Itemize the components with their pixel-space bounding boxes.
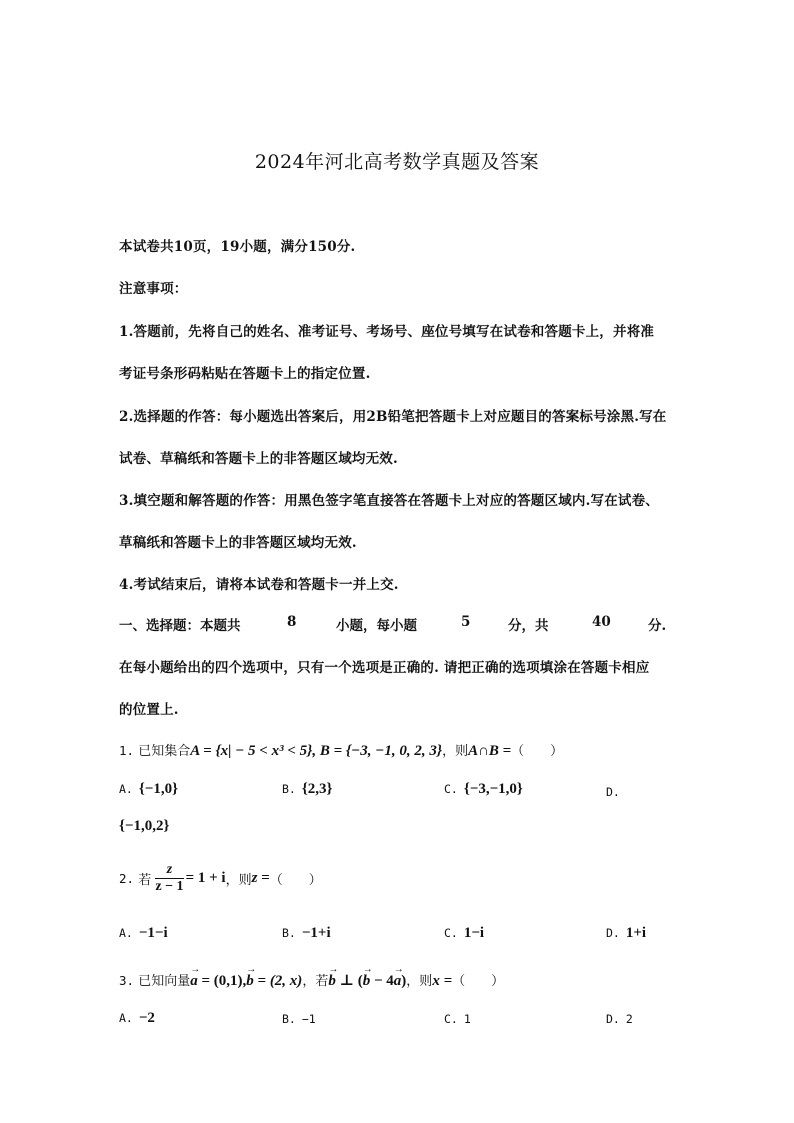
section-heading-part: 一、选择题：本题共 [119, 618, 241, 634]
option-b [282, 781, 332, 798]
vector-b: → b [328, 973, 336, 990]
option-a [119, 925, 168, 942]
option-value: {−3,−1,0} [463, 781, 523, 797]
option-a [119, 1010, 155, 1027]
points-each: 5 [461, 614, 471, 630]
vector-b: → b [246, 973, 254, 990]
option-label: B. [282, 926, 296, 940]
question-stem: 已知集合 [138, 744, 191, 759]
vector-a: → a [394, 973, 402, 990]
unknown-variable: z = [251, 870, 270, 886]
question-stem: ，若 [302, 974, 329, 989]
option-value: {−1,0} [138, 781, 178, 797]
option-value: −1 [301, 1012, 316, 1026]
fraction-numerator: z [166, 862, 173, 877]
answer-blank: （ ） [269, 873, 322, 888]
option-value: {2,3} [301, 781, 333, 797]
option-label: D. [606, 785, 620, 799]
option-value: {−1,0,2} [119, 818, 170, 834]
option-value: 1 [463, 1012, 471, 1026]
perpendicular-condition: ) [401, 973, 407, 989]
option-label: C. [444, 782, 458, 796]
note-line: 草稿纸和答题卡上的非答题区域均无效. [119, 535, 357, 551]
question-number: 3. [119, 973, 135, 988]
fraction [155, 862, 183, 895]
set-b-expression: , B = {−3, −1, 0, 2, 3} [312, 743, 443, 759]
vector-a-value: = (0,1), [197, 973, 247, 989]
answer-blank: （ ） [452, 974, 505, 989]
option-label: A. [119, 782, 133, 796]
notice-heading: 注意事项： [119, 281, 188, 297]
option-c [444, 781, 523, 798]
vector-a: → a [190, 973, 198, 990]
perpendicular-condition: ⊥ ( [335, 973, 363, 989]
option-label: B. [282, 782, 296, 796]
question-stem: ，则 [406, 974, 433, 989]
section-heading-part: 小题，每小题 [336, 618, 417, 634]
section-description: 的位置上. [119, 702, 179, 718]
option-label: C. [444, 926, 458, 940]
option-d [606, 1012, 633, 1026]
note-line: 2.选择题的作答：每小题选出答案后，用2B铅笔把答题卡上对应题目的答案标号涂黑.写在 [119, 409, 667, 425]
note-line: 3.填空题和解答题的作答：用黑色签字笔直接答在答题卡上对应的答题区域内.写在试卷、 [119, 493, 659, 509]
option-c [444, 925, 484, 942]
option-label: A. [119, 1011, 133, 1025]
option-c [444, 1012, 471, 1026]
option-d-value [119, 818, 169, 835]
option-value: 1−i [463, 925, 485, 941]
option-label: D. [606, 1012, 620, 1026]
option-value: −1−i [138, 925, 168, 941]
set-a-expression: A = {x| − 5 < x³ < 5} [190, 743, 313, 759]
question-stem: ，则 [442, 744, 469, 759]
question-stem: ，则 [225, 873, 252, 888]
option-value: 2 [625, 1012, 633, 1026]
option-label: D. [606, 926, 620, 940]
section-heading [119, 614, 667, 634]
option-value: −2 [138, 1010, 155, 1026]
note-line: 考证号条形码粘贴在答题卡上的指定位置. [119, 366, 371, 382]
perpendicular-condition: − 4 [370, 973, 394, 989]
option-value: 1+i [625, 925, 647, 941]
exam-summary: 本试卷共10页，19小题，满分150分. [119, 239, 356, 255]
note-line: 1.答题前，先将自己的姓名、准考证号、考场号、座位号填写在试卷和答题卡上，并将准 [119, 324, 655, 340]
fraction-denominator: z − 1 [155, 879, 184, 894]
section-heading-part: 分. [648, 618, 667, 634]
question-count: 8 [287, 614, 297, 630]
answer-blank: （ ） [511, 744, 564, 759]
note-line: 试卷、草稿纸和答题卡上的非答题区域均无效. [119, 451, 398, 467]
question-1 [119, 740, 563, 760]
equation-rhs: = 1 + i [185, 870, 226, 886]
question-number: 1. [119, 743, 135, 758]
section-heading-part: 分，共 [508, 618, 549, 634]
vector-b-value: = (2, x) [253, 973, 303, 989]
option-d [606, 785, 626, 799]
unknown-variable: x = [432, 973, 453, 989]
question-number: 2. [119, 871, 135, 886]
intersection-expression: A∩B = [468, 743, 512, 759]
page-title: 2024年河北高考数学真题及答案 [254, 151, 540, 173]
note-line: 4.考试结束后，请将本试卷和答题卡一并上交. [119, 577, 399, 593]
option-label: C. [444, 1012, 458, 1026]
option-label: A. [119, 926, 133, 940]
question-stem: 已知向量 [138, 974, 191, 989]
question-2 [119, 862, 322, 895]
section-description: 在每小题给出的四个选项中，只有一个选项是正确的. 请把正确的选项填涂在答题卡相应 [119, 660, 650, 676]
question-stem: 若 [138, 873, 152, 888]
option-b [282, 925, 331, 942]
points-total: 40 [592, 614, 611, 630]
option-b [282, 1012, 316, 1026]
option-d [606, 925, 646, 942]
option-a [119, 781, 178, 798]
option-value: −1+i [301, 925, 331, 941]
option-label: B. [282, 1012, 296, 1026]
vector-b: → b [363, 973, 371, 990]
question-3 [119, 970, 504, 990]
